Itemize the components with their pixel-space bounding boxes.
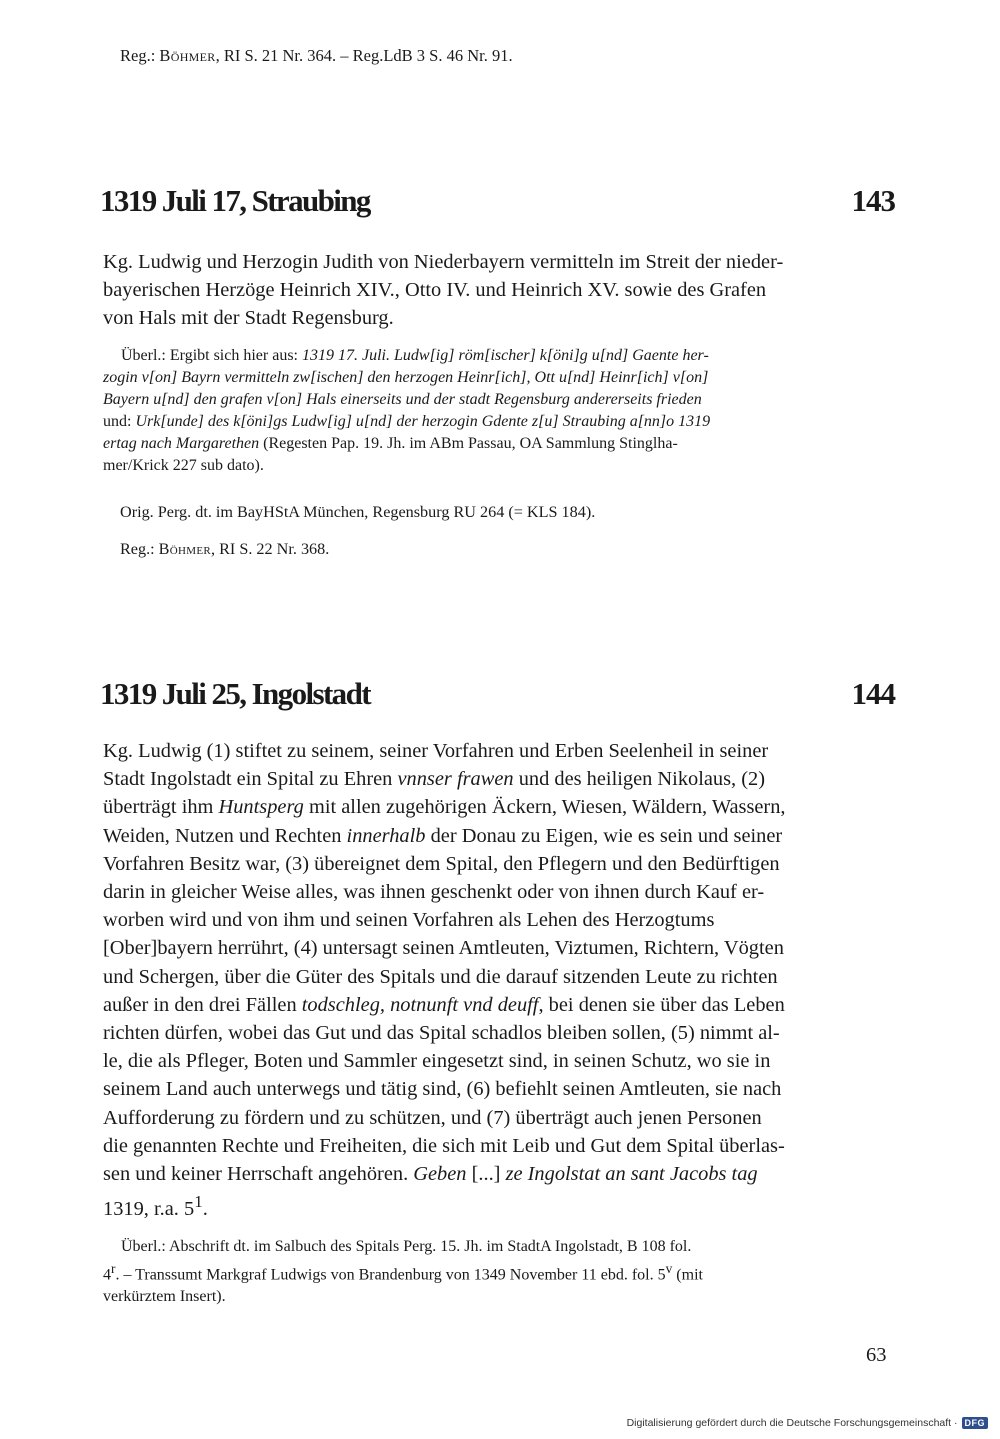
author-name: Böhmer (159, 46, 216, 65)
entry-date-place: 1319 Juli 25, Ingolstadt (100, 676, 370, 711)
entry-number: 143 (851, 183, 895, 218)
entry-number: 144 (851, 676, 895, 711)
dfg-logo: DFG (962, 1417, 989, 1429)
footnote-marker: 1 (194, 1192, 203, 1212)
funding-text: Digitalisierung gefördert durch die Deutsche Forschungsgemeinschaft · (626, 1417, 958, 1429)
entry-143-transmission-note: Überl.: Ergibt sich hier aus: 1319 17. Juli. Ludw[ig] röm[ischer] k[öni]g u[nd] Gaente her- zogin v[on] Bayrn vermitteln zw[ischen] den herzogen Heinr[ich], Ott u[nd] Heinr[ich] v[on] Bayern u[nd] den grafen v[on] Hals einerseits und der stadt Regensburg andererseits frieden und: Urk[unde] des k[öni]gs Ludw[ig] u[nd] der herzogin Gdente z[u] Straubing a[nn]o 1319 ertag nach Margarethen (Regesten Pap. 19. Jh. im ABm Passau, OA Sammlung Stinglha- mer/Krick 227 sub dato). (103, 347, 711, 474)
entry-143-regest-reference: Reg.: Böhmer, RI S. 22 Nr. 368. (120, 540, 330, 558)
entry-143-regest: Kg. Ludwig und Herzogin Judith von Niederbayern vermitteln im Streit der nieder- bayerischen Herzöge Heinrich XIV., Otto IV. und Heinrich XV. sowie des Grafen von Hals mit der Stadt Regensburg. (103, 251, 784, 330)
entry-144-regest: Kg. Ludwig (1) stiftet zu seinem, seiner Vorfahren und Erben Seelenheil in seiner Stadt Ingolstadt ein Spital zu Ehren vnnser frawen und des heiligen Nikolaus, (2) überträgt ihm Huntsperg mit allen zugehörigen Äckern, Wiesen, Wäldern, Wassern, Weiden, Nutzen und Rechten innerhalb der Donau zu Eigen, wie es sein und seiner Vorfahren Besitz war, (3) übereignet dem Spital, den Pflegern und den Bedürftigen darin in gleicher Weise alles, was ihnen geschenkt oder von ihnen durch Kauf er- worben wird und von ihm und seinen Vorfahren als Lehen des Herzogtums [Ober]bayern herrührt, (4) untersagt seinen Amtleuten, Viztumen, Richtern, Vögten und Schergen, über die Güter des Spitals und die darauf sitzenden Leute zu richten außer in den drei Fällen todschleg, notnunft vnd deuff, bei denen sie über das Leben richten dürfen, wobei das Gut und das Spital schadlos bleiben sollen, (5) nimmt al- le, die als Pfleger, Boten und Sammler eingesetzt sind, in seinen Schutz, wo sie in seinem Land auch unterwegs und tätig sind, (6) befiehlt seinen Amtleuten, sie nach Aufforderung zu fördern und zu schützen, und (7) überträgt auch jenen Personen die genannten Rechte und Freiheiten, die sich mit Leib und Gut dem Spital überlas- sen und keiner Herrschaft angehören. Geben [...] ze Ingolstat an sant Jacobs tag 1319, r.a. $5^1$. (103, 740, 786, 1221)
entry-heading-143 (100, 183, 895, 219)
entry-143-original: Orig. Perg. dt. im BayHStA München, Regensburg RU 264 (= KLS 184). (120, 503, 596, 521)
previous-entry-regest: Reg.: Böhmer, RI S. 21 Nr. 364. – Reg.LdB 3 S. 46 Nr. 91. (120, 46, 513, 65)
entry-date-place: 1319 Juli 17, Straubing (100, 183, 370, 218)
entry-heading-144 (100, 676, 895, 712)
entry-144-transmission-note: Überl.: Abschrift dt. im Salbuch des Spitals Perg. 15. Jh. im StadtA Ingolstadt, B 108 fol. 4$^r$. – Transsumt Markgraf Ludwigs von Brandenburg von 1349 November 11 ebd. fol. 5$^v$ (mit verkürztem Insert). (103, 1238, 703, 1306)
page-number: 63 (866, 1344, 887, 1366)
author-name: Böhmer (158, 540, 211, 558)
funding-footer (627, 1417, 988, 1429)
